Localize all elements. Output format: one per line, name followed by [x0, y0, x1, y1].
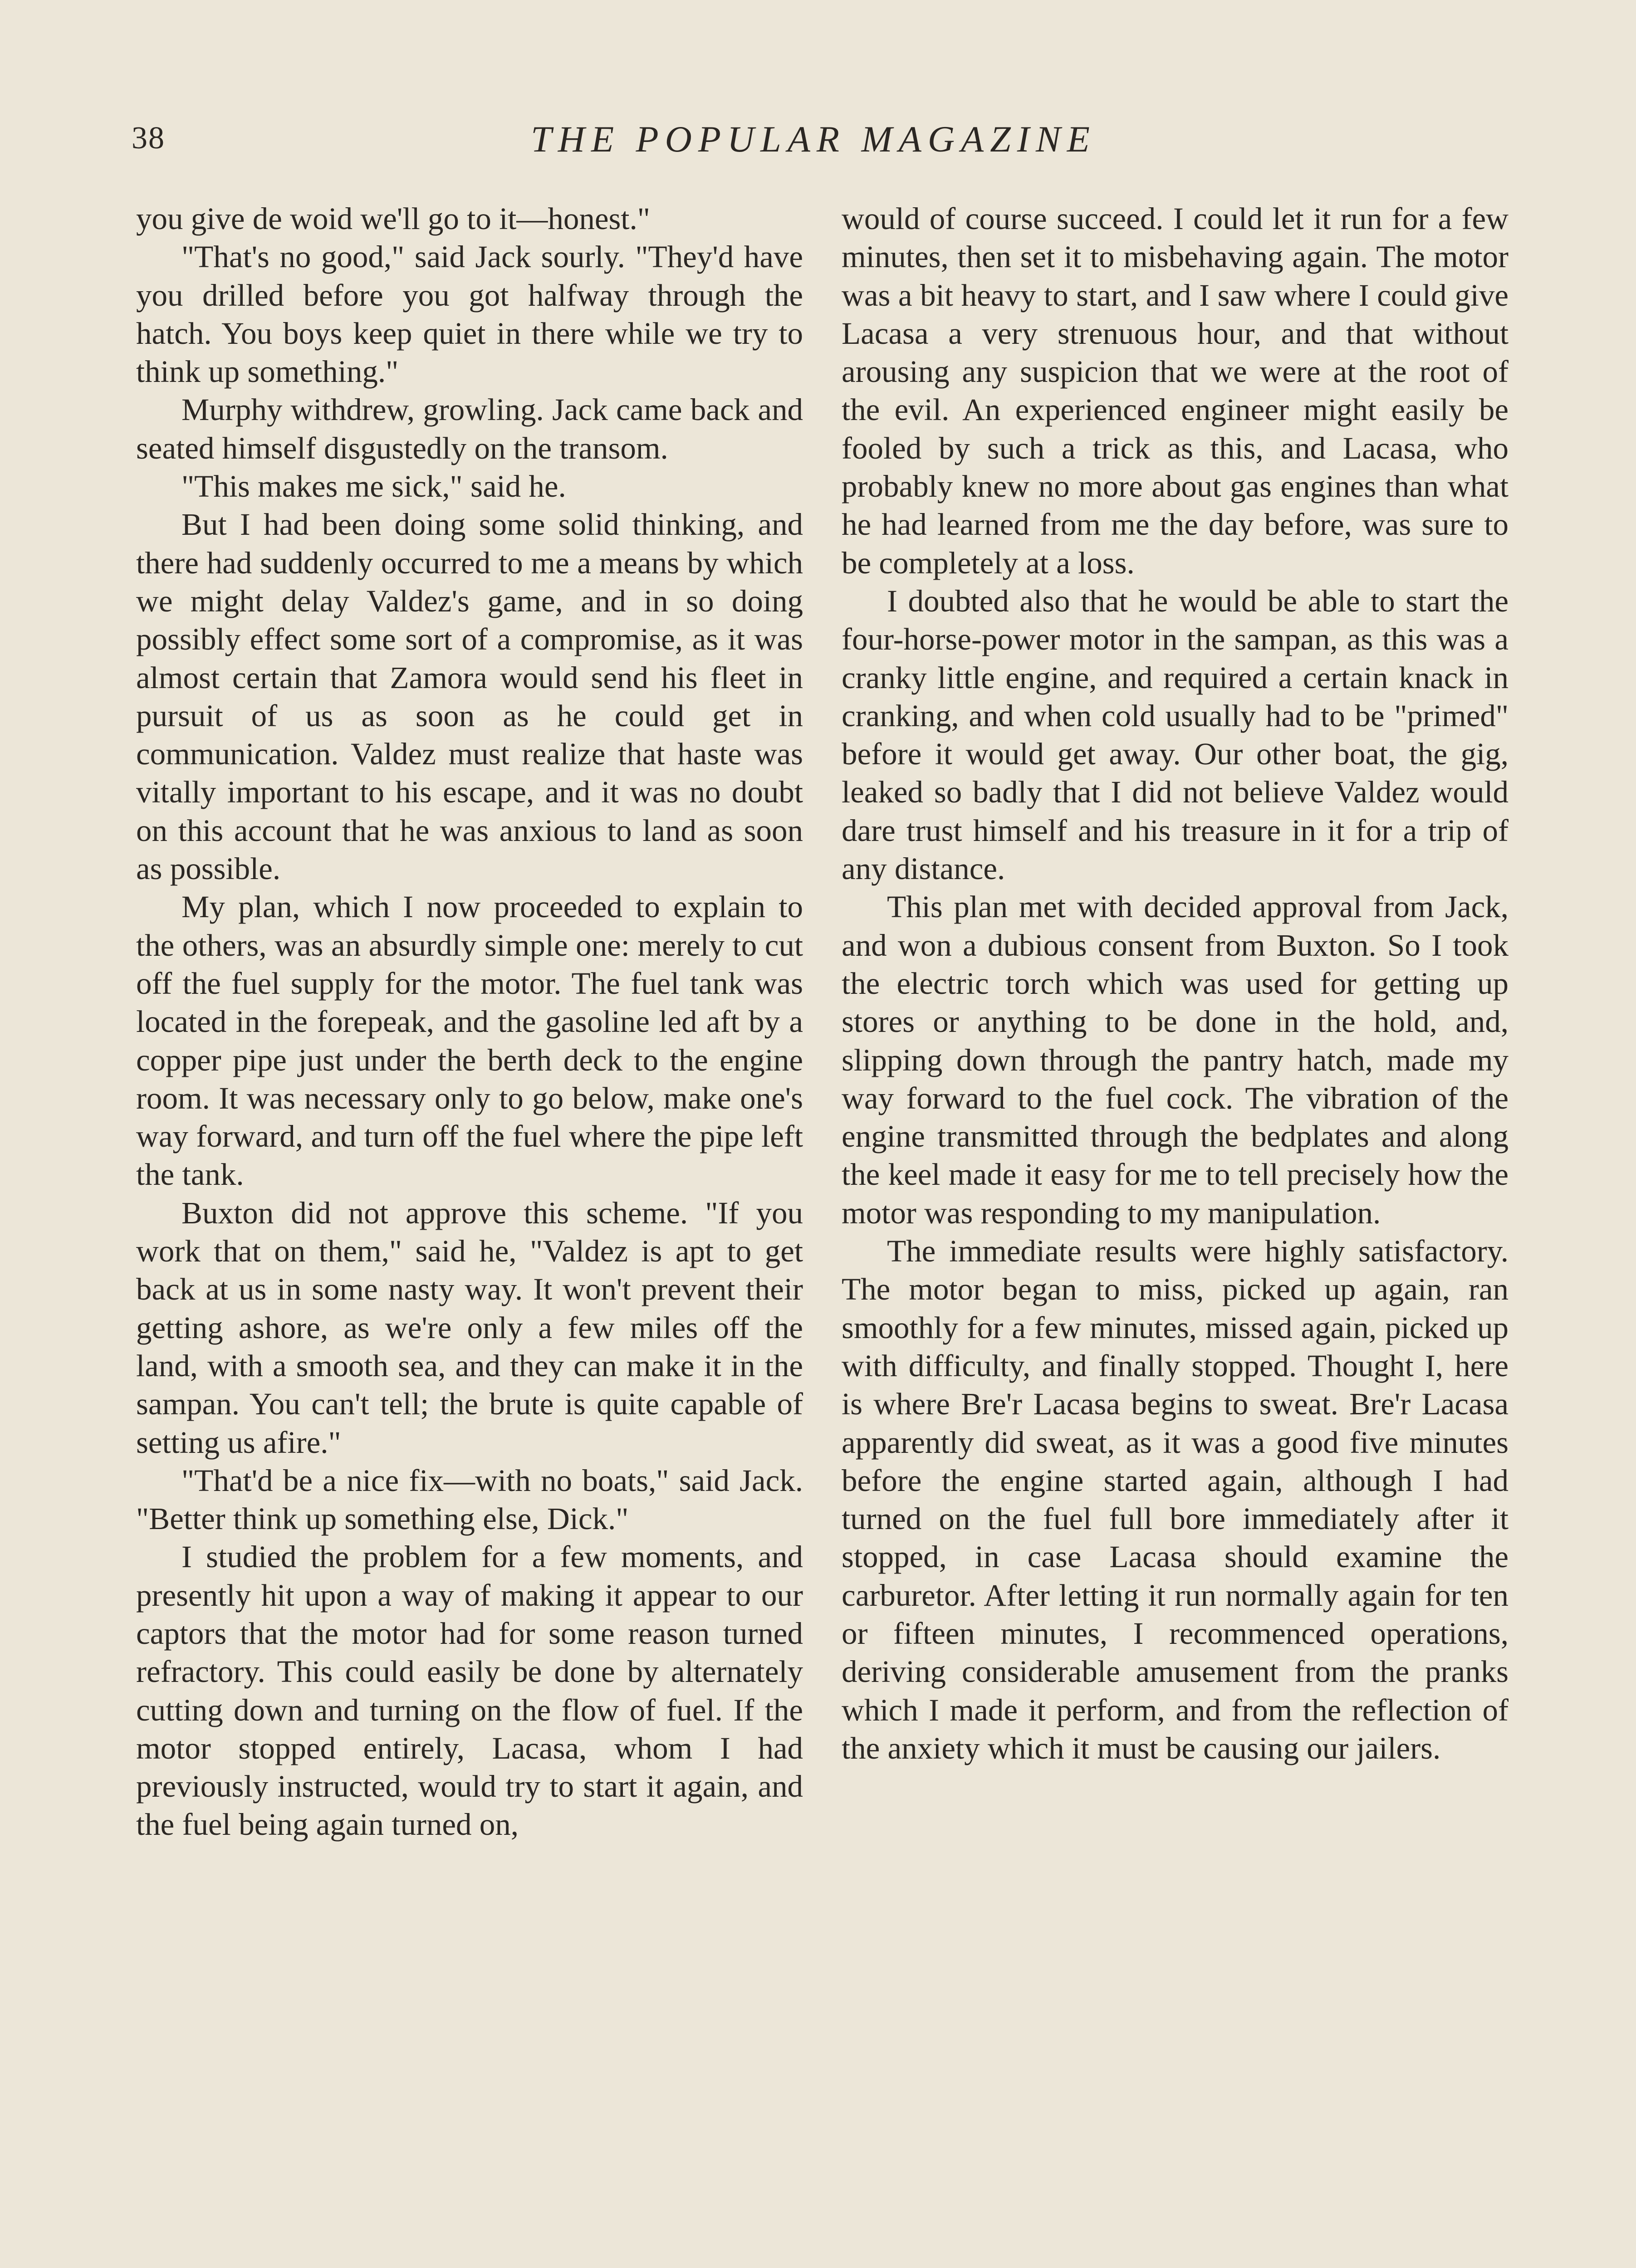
- page-number: 38: [132, 121, 165, 156]
- page-header: [122, 107, 1504, 166]
- paragraph: I doubted also that he would be able to start the four-horse-power motor in the sampan, as this was a cranky little engine, and required a certain knack in cranking, and when cold usually had to be "primed" before it would get away. Our other boat, the gig, leaked so badly that I did not believe Valdez would dare trust himself and his treasure in it for a trip of any distance.: [842, 583, 1509, 886]
- paragraph: But I had been doing some solid thinking, and there had suddenly occurred to me a means by which we might delay Valdez's game, and in so doing possibly effect some sort of a compromise, as it was almost certain that Zamora would send his fleet in pursuit of us as soon as he could get in communication. Valdez must realize that haste was vitally important to his escape, and it was no doubt on this account that he was anxious to land as soon as possible.: [136, 507, 803, 886]
- paragraph: My plan, which I now proceeded to explain to the others, was an absurdly simple one: merely to cut off the fuel supply for the motor. The fuel tank was located in the forepeak, and the gasoline led aft by a copper pipe just under the berth deck to the engine room. It was necessary only to go below, make one's way forward, and turn off the fuel where the pipe left the tank.: [136, 890, 803, 1192]
- paragraph: Buxton did not approve this scheme. "If you work that on them," said he, "Valdez is apt to get back at us in some nasty way. It won't prevent their getting ashore, as we're only a few miles off the land, with a smooth sea, and they can make it in the sampan. You can't tell; the brute is quite capable of setting us afire.": [136, 1195, 803, 1460]
- paragraph: would of course succeed. I could let it run for a few minutes, then set it to misbehaving again. The motor was a bit heavy to start, and I saw where I could give Lacasa a very strenuous hour, and that without arousing any suspicion that we were at the root of the evil. An experienced engineer might easily be fooled by such a trick as this, and Lacasa, who probably knew no more about gas engines than what he had learned from me the day before, was sure to be completely at a loss.: [842, 201, 1509, 580]
- running-title: THE POPULAR MAGAZINE: [531, 118, 1096, 160]
- paragraph: "That's no good," said Jack sourly. "They'd have you drilled before you got halfway through the hatch. You boys keep quiet in there while we try to think up something.": [136, 240, 803, 389]
- paragraph: you give de woid we'll go to it—honest.": [136, 201, 650, 236]
- paragraph: This plan met with decided approval from Jack, and won a dubious consent from Buxton. So I took the electric torch which was used for getting up stores or anything to be done in the hold, and, slipping down through the pantry hatch, made my way forward to the fuel cock. The vibration of the engine transmitted through the bedplates and along the keel made it easy for me to tell precisely how the motor was responding to my manipulation.: [842, 890, 1509, 1230]
- right-text-column: [842, 200, 1509, 1767]
- paragraph: "That'd be a nice fix—with no boats," said Jack. "Better think up something else, Dick.": [136, 1463, 803, 1536]
- paragraph: I studied the problem for a few moments, and presently hit upon a way of making it appear to our captors that the motor had for some reason turned refractory. This could easily be done by alternately cutting down and turning on the flow of fuel. If the motor stopped entirely, Lacasa, whom I had previously instructed, would try to start it again, and the fuel being again turned on,: [136, 1540, 803, 1842]
- left-text-column: [136, 200, 803, 1844]
- paragraph: Murphy withdrew, growling. Jack came back and seated himself disgustedly on the transom.: [136, 392, 803, 465]
- paragraph: The immediate results were highly satisfactory. The motor began to miss, picked up again, ran smoothly for a few minutes, missed again, picked up with difficulty, and finally stopped. Thought I, here is where Bre'r Lacasa begins to sweat. Bre'r Lacasa apparently did sweat, as it was a good five minutes before the engine started again, although I had turned on the fuel full bore immediately after it stopped, in case Lacasa should examine the carburetor. After letting it run normally again for ten or fifteen minutes, I recommenced operations, deriving considerable amusement from the pranks which I made it perform, and from the reflection of the anxiety which it must be causing our jailers.: [842, 1234, 1509, 1765]
- paragraph: "This makes me sick," said he.: [181, 469, 566, 504]
